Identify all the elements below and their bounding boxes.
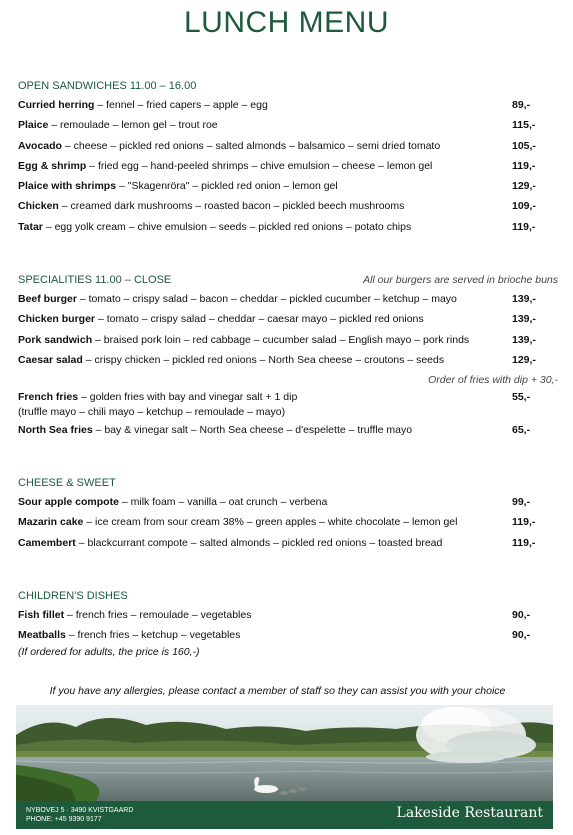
address: NYBOVEJ 5 · 3490 KVISTGAARD — [26, 807, 134, 814]
section-heading: OPEN SANDWICHES 11.00 – 16.00 — [18, 80, 197, 92]
menu-item — [18, 156, 558, 176]
item-description: – french fries – ketchup – vegetables — [65, 629, 241, 642]
item-name: Pork sandwich — [18, 333, 93, 346]
item-price: 119,- — [512, 159, 536, 172]
item-description: – crispy chicken – pickled red onions – North Sea cheese – croutons – seeds — [82, 353, 445, 366]
item-price: 119,- — [512, 220, 536, 233]
page-title: LUNCH MENU — [183, 6, 389, 39]
item-name: Egg & shrimp — [18, 159, 87, 172]
item-name: Fish fillet — [18, 609, 65, 621]
item-name: Beef burger — [18, 293, 77, 305]
section-heading: CHEESE & SWEET — [18, 477, 116, 489]
address-block — [26, 806, 133, 824]
item-description: – fennel – fried capers – apple – egg — [94, 99, 268, 111]
specialities-section — [18, 272, 558, 440]
menu-item — [18, 196, 558, 216]
item-description: – blackcurrant compote – salted almonds – pickled red onions – toasted bread — [75, 536, 443, 549]
item-price: 119,- — [512, 536, 536, 549]
item-description: – french fries – remoulade – vegetables — [64, 609, 252, 621]
item-description: – remoulade – lemon gel – trout roe — [48, 119, 218, 132]
item-description: – "Skagenröra" – pickled red onion – lemon gel — [116, 180, 338, 193]
item-name: Chicken burger — [18, 313, 96, 326]
item-price: 119,- — [512, 516, 536, 529]
item-price: 99,- — [512, 496, 531, 508]
menu-item — [18, 330, 558, 350]
childrens-dishes-section — [18, 588, 558, 659]
allergy-notice: If you have any allergies, please contact a member of staff so they can assist you with your choice — [49, 685, 506, 697]
footer-bar — [16, 801, 553, 829]
menu-item — [18, 350, 558, 370]
item-price: 129,- — [512, 353, 536, 366]
item-description: – milk foam – vanilla – oat crunch – verbena — [118, 496, 328, 508]
burger-note: All our burgers are served in brioche buns — [363, 274, 558, 286]
item-description-dips: (truffle mayo – chili mayo – ketchup – remoulade – mayo) — [18, 406, 286, 419]
item-description: – fried egg – hand-peeled shrimps – chive emulsion – cheese – lemon gel — [86, 159, 433, 172]
item-name: Sour apple compote — [18, 496, 119, 508]
item-name: Meatballs — [18, 629, 66, 642]
item-description: – cheese – pickled red onions – salted almonds – balsamico – semi dried tomato — [61, 139, 441, 152]
open-sandwiches-section — [18, 78, 558, 237]
item-name: Tatar — [18, 220, 43, 233]
item-price: 55,- — [512, 391, 531, 404]
item-name: Plaice with shrimps — [18, 180, 117, 193]
item-price: 139,- — [512, 313, 536, 326]
item-description: – tomato – crispy salad – bacon – cheddar – pickled cucumber – ketchup – mayo — [76, 293, 457, 305]
item-price: 129,- — [512, 180, 536, 193]
item-name: French fries — [18, 391, 79, 404]
menu-item — [18, 217, 558, 237]
phone: PHONE: +45 9390 9177 — [26, 816, 102, 823]
item-description: – egg yolk cream – chive emulsion – seeds – pickled red onions – potato chips — [42, 220, 412, 233]
item-name: Mazarin cake — [18, 516, 84, 529]
item-price: 105,- — [512, 139, 536, 152]
menu-item — [18, 176, 558, 196]
menu-item — [18, 289, 558, 309]
menu-item — [18, 115, 558, 135]
item-name: North Sea fries — [18, 424, 93, 437]
menu-item — [18, 605, 558, 625]
menu-item — [18, 625, 558, 645]
item-description: – golden fries with bay and vinegar salt + 1 dip — [78, 391, 298, 404]
item-price: 65,- — [512, 424, 531, 437]
section-heading-text: SPECIALITIES 11.00 – CLOSE — [18, 274, 172, 286]
restaurant-logo: Lakeside Restaurant — [396, 805, 543, 821]
item-name: Chicken — [18, 200, 59, 213]
fries-note: Order of fries with dip + 30,- — [428, 374, 558, 387]
menu-item — [18, 95, 558, 115]
item-price: 109,- — [512, 200, 536, 213]
item-name: Avocado — [18, 139, 62, 152]
cheese-sweet-section — [18, 475, 558, 553]
item-price: 89,- — [512, 99, 531, 111]
item-name: Plaice — [18, 119, 49, 132]
item-name: Caesar salad — [18, 353, 83, 366]
item-description: – ice cream from sour cream 38% – green apples – white chocolate – lemon gel — [83, 516, 458, 529]
item-name: Camembert — [18, 536, 76, 549]
lake-photo — [16, 705, 553, 801]
item-description: – creamed dark mushrooms – roasted bacon – pickled beech mushrooms — [58, 200, 405, 213]
item-description: – braised pork loin – red cabbage – cucumber salad – English mayo – pork rinds — [92, 333, 470, 346]
menu-item — [18, 309, 558, 329]
children-price-note: (If ordered for adults, the price is 160,-) — [18, 645, 200, 658]
item-description: – bay & vinegar salt – North Sea cheese – d'espelette – truffle mayo — [92, 424, 413, 437]
menu-item — [18, 512, 558, 532]
menu-item — [18, 390, 558, 420]
section-heading: CHILDREN'S DISHES — [18, 590, 128, 602]
item-name: Curried herring — [18, 99, 95, 111]
menu-item — [18, 136, 558, 156]
menu-item — [18, 533, 558, 553]
item-price: 90,- — [512, 609, 531, 621]
section-heading — [18, 272, 558, 288]
item-price: 139,- — [512, 293, 536, 305]
item-price: 115,- — [512, 119, 536, 132]
item-description: – tomato – crispy salad – cheddar – caesar mayo – pickled red onions — [95, 313, 424, 326]
menu-item — [18, 420, 558, 440]
menu-item — [18, 492, 558, 512]
item-price: 139,- — [512, 333, 536, 346]
item-price: 90,- — [512, 629, 531, 642]
